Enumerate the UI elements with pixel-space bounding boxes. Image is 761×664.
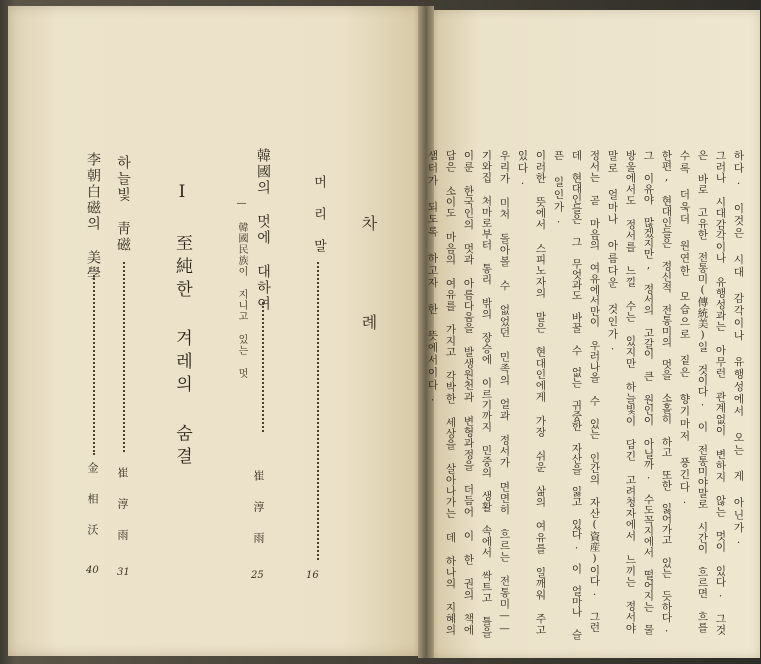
toc-leader-dots bbox=[93, 275, 97, 455]
toc-entry1-title: 韓國의 멋에 대하여 bbox=[255, 148, 271, 312]
preface-line: 한편, 현대인들은 정신적 전통미의 멋을 소홀히 하고 또한 잃어가고 있는 듯하다. bbox=[660, 150, 673, 635]
preface-line: 우리가 미처 돌아볼 수 없었던 민족의 얼과 정서가 면면히 흐르는 전통미—— bbox=[498, 150, 511, 636]
preface-line: 정서는 곧 마음의 여유에서만이 우러나올 수 있는 인간의 자산(資産)이다. 그런 bbox=[588, 150, 601, 633]
toc-title: 차 례 bbox=[359, 215, 378, 362]
preface-line: 말로 얼마나 아름다운 것인가. bbox=[606, 150, 619, 355]
toc-entry3-title: 李朝白磁의 美學 bbox=[85, 152, 101, 282]
toc-entry1-author: 崔淳雨 bbox=[252, 470, 265, 563]
preface-line: 기와집 처마로부터 통리 밖의 장승에 이르기까지 민중의 생활 속에서 싹트고 틀을 bbox=[480, 150, 493, 638]
preface-line: 있다. bbox=[516, 150, 529, 189]
toc-entry1-page: 25 bbox=[251, 570, 264, 581]
toc-entry3-page: 40 bbox=[86, 565, 99, 576]
toc-entry2-author: 崔淳雨 bbox=[116, 467, 129, 560]
preface-line: 데 현대인들은 그 무엇과도 바꿀 수 없는 귀중한 자산을 잃고 있다. 이 얼마나 슬 bbox=[570, 150, 583, 640]
toc-entry2-page: 31 bbox=[117, 567, 130, 578]
preface-line: 픈 일인가. bbox=[552, 150, 565, 228]
preface-line: 샘터가 되도록 하고자 한 뜻에서이다. bbox=[426, 150, 439, 406]
preface-line: 그러나 시대감각이나 유행성과는 아무런 관계없이 변하지 않는 멋이 있다. 그것 bbox=[714, 150, 727, 636]
toc-section-title: I 至純한 겨레의 숨결 bbox=[172, 182, 192, 470]
toc-leader-dots bbox=[262, 302, 266, 432]
preface-line: 은 바로 고유한 전통미(傳統美)일 것이다. 이 전통미야말로 시간이 흐르면 흐를 bbox=[696, 150, 709, 633]
toc-preface-page: 16 bbox=[306, 570, 319, 581]
preface-line: 담은 소이도 마음의 여유를 가지고 각박한 세상을 살아나가는 데 하나의 지혜의 bbox=[444, 150, 457, 636]
toc-entry2-title: 하늘빛 靑磁 bbox=[115, 155, 131, 253]
preface-line: 수록 더욱더 원연한 모습으로 짙은 향기마저 풍긴다. bbox=[678, 150, 691, 508]
toc-leader-dots bbox=[317, 262, 321, 560]
preface-line: 하다. 이것은 시대 감각이나 유행성에서 오는 게 아닌가. bbox=[732, 150, 745, 548]
toc-preface-label: 머 리 말 bbox=[311, 175, 326, 254]
preface-line: 방울에서도 정서를 느낄 수는 있지만 하늘빛이 담긴 고려청자에서 느끼는 정서야 bbox=[624, 150, 637, 634]
preface-line: 이룬 한국인의 멋과 아름다움을 발생원천과 변형과정을 더듬어 이 한 권의 책에 bbox=[462, 150, 475, 636]
toc-entry1-subtitle: — 韓國民族이 지니고 있는 멋 bbox=[236, 198, 247, 379]
preface-line: 그 이유야 많겠지만, 정서의 고갈이 큰 원인이 아닐까. 수도꼭지에서 떨어지는 물 bbox=[642, 150, 655, 635]
toc-entry3-author: 金相沃 bbox=[86, 462, 99, 555]
toc-leader-dots bbox=[123, 262, 127, 452]
preface-line: 이러한 뜻에서 스피노자의 말은 현대인에게 가장 쉬운 삶의 여유를 일깨워 주고 bbox=[534, 150, 547, 636]
